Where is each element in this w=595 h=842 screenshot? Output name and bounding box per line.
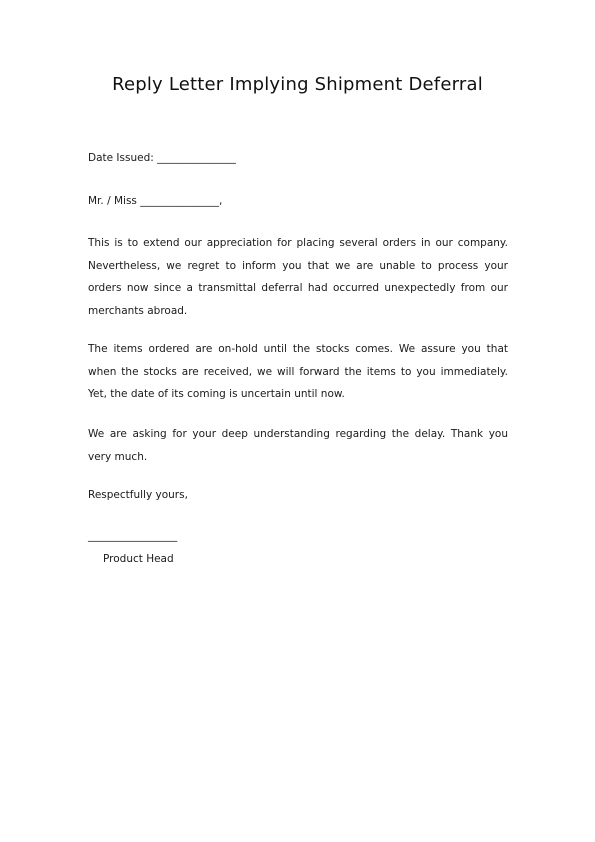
page-title: Reply Letter Implying Shipment Deferral bbox=[112, 74, 483, 95]
signer-title: Product Head bbox=[103, 553, 174, 565]
closing-line: Respectfully yours, bbox=[88, 489, 188, 501]
body-paragraph-2: The items ordered are on-hold until the stocks comes. We assure you that when the stocks are received, we will forward the items to you immediately. Yet, the date of its coming is uncertain until now. bbox=[88, 343, 508, 400]
body-paragraph-3: We are asking for your deep understanding regarding the delay. Thank you very much. bbox=[88, 428, 508, 463]
date-issued-line: Date Issued: _______________ bbox=[88, 152, 236, 164]
signature-line: _________________ bbox=[88, 530, 178, 542]
body-paragraph-1: This is to extend our appreciation for placing several orders in our company. Nevertheless, we regret to inform you that we are unable to process your orders now since a transmittal deferral had occurred unexpectedly from our merchants abroad. bbox=[88, 237, 508, 317]
salutation-line: Mr. / Miss _______________, bbox=[88, 195, 223, 207]
